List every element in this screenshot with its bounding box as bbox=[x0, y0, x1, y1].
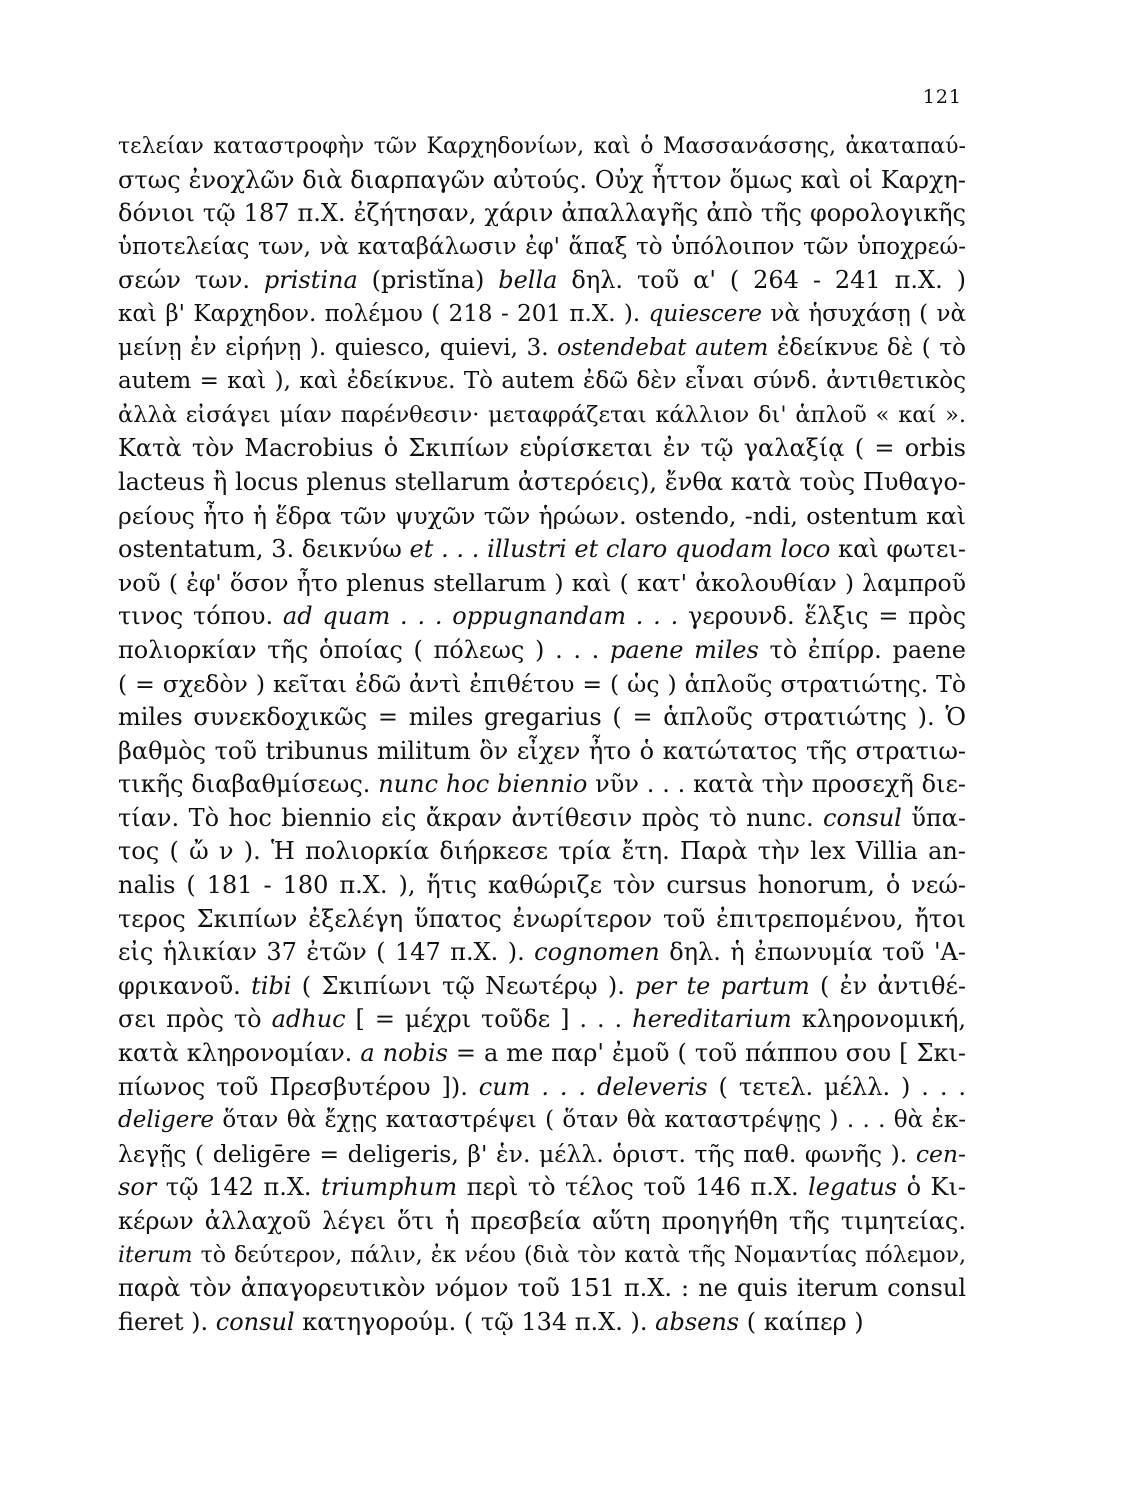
text-segment: πολιορκίαν τῆς ὁποίας ( πόλεως ) . . . bbox=[118, 635, 610, 664]
text-segment: σεών των. bbox=[118, 266, 264, 295]
text-line bbox=[118, 1306, 966, 1340]
text-line bbox=[118, 668, 966, 702]
text-segment: ἐδείκνυε δὲ ( τὸ bbox=[768, 334, 966, 361]
text-segment: καὶ φωτει- bbox=[830, 535, 966, 564]
latin-term: deligere bbox=[118, 1107, 214, 1134]
text-segment: εἰς ἡλικίαν 37 ἐτῶν ( 147 π.Χ. ). bbox=[118, 938, 535, 967]
text-segment: τινος τόπου. bbox=[118, 602, 283, 631]
text-line bbox=[118, 701, 966, 735]
text-line bbox=[118, 1037, 966, 1071]
latin-term: legatus bbox=[808, 1173, 898, 1202]
commentary-text bbox=[118, 130, 966, 1339]
text-segment: δηλ. ἡ ἐπωνυμία τοῦ 'Α- bbox=[659, 938, 966, 967]
latin-term: absens bbox=[655, 1307, 740, 1336]
text-segment: δηλ. τοῦ α' ( 264 - 241 π.Χ. ) bbox=[557, 266, 966, 295]
text-segment: δόνιοι τῷ 187 π.Χ. ἐζήτησαν, χάριν ἀπαλλαγῆς ἀπὸ τῆς φορολογικῆς bbox=[118, 199, 966, 228]
text-line bbox=[118, 298, 966, 332]
latin-term: consul bbox=[215, 1307, 295, 1336]
text-segment: λεγῇς ( deligēre = deligeris, β' ἑν. μέλλ. ὁριστ. τῆς παθ. φωνῆς ). bbox=[118, 1139, 916, 1168]
text-segment: κληρονομική, bbox=[791, 1005, 966, 1034]
text-line bbox=[118, 903, 966, 937]
text-line bbox=[118, 1272, 966, 1306]
latin-term: cum . . . deleveris bbox=[478, 1072, 708, 1101]
text-segment: autem = καὶ ), καὶ ἐδείκνυε. Τὸ autem ἐδῶ δὲν εἶναι σύνδ. ἀντιθετικὸς bbox=[118, 368, 966, 395]
text-line bbox=[118, 164, 966, 198]
text-segment: νὰ ἡσυχάσῃ ( νὰ bbox=[762, 300, 967, 327]
text-line bbox=[118, 1138, 966, 1172]
text-line bbox=[118, 835, 966, 869]
text-segment: ostentatum, 3. δεικνύω bbox=[118, 535, 410, 564]
latin-term: per te partum bbox=[635, 971, 810, 1000]
text-line bbox=[118, 869, 966, 903]
latin-term: ostendebat autem bbox=[557, 334, 769, 361]
text-line bbox=[118, 936, 966, 970]
text-segment: τῷ 142 π.Χ. bbox=[156, 1173, 322, 1202]
text-line bbox=[118, 130, 966, 164]
text-segment: ὕπα- bbox=[901, 803, 966, 832]
latin-term: nunc hoc biennio bbox=[378, 770, 588, 799]
text-segment: τὸ δεύτερον, πάλιν, ἐκ νέου (διὰ τὸν κατὰ τῆς Νομαντίας πόλεμον, bbox=[192, 1242, 966, 1268]
text-segment: φρικανοῦ. bbox=[118, 971, 252, 1000]
text-line bbox=[118, 1171, 966, 1205]
text-line bbox=[118, 399, 966, 433]
text-line bbox=[118, 634, 966, 668]
latin-term: hereditarium bbox=[632, 1005, 792, 1034]
text-segment: τίαν. Τὸ hoc biennio εἰς ἄκραν ἀντίθεσιν πρὸς τὸ nunc. bbox=[118, 803, 824, 832]
text-segment: ἀλλὰ εἰσάγει μίαν παρένθεσιν· μεταφράζεται κάλλιον δι' ἁπλοῦ « καί ». bbox=[118, 401, 966, 428]
text-line bbox=[118, 1071, 966, 1105]
latin-term: a nobis bbox=[360, 1039, 448, 1068]
latin-term: et . . . illustri et claro quodam loco bbox=[409, 535, 831, 564]
text-line bbox=[118, 1003, 966, 1037]
text-segment: τὸ ἐπίρρ. paene bbox=[758, 635, 966, 664]
text-line bbox=[118, 332, 966, 366]
text-line bbox=[118, 735, 966, 769]
text-segment: ρείους ἦτο ἡ ἕδρα τῶν ψυχῶν τῶν ἡρώων. ostendo, -ndi, ostentum καὶ bbox=[118, 501, 966, 530]
text-segment: βαθμὸς τοῦ tribunus militum ὃν εἶχεν ἦτο ὁ κατώτατος τῆς στρατιω- bbox=[118, 736, 966, 765]
text-segment: περὶ τὸ τέλος τοῦ 146 π.Χ. bbox=[457, 1173, 809, 1202]
text-segment: κέρων ἀλλαχοῦ λέγει ὅτι ἡ πρεσβεία αὕτη προηγήθη τῆς τιμητείας. bbox=[118, 1207, 966, 1235]
latin-term: pristina bbox=[263, 266, 358, 295]
text-line bbox=[118, 466, 966, 500]
text-segment: lacteus ἢ locus plenus stellarum ἀστερόεις), ἔνθα κατὰ τοὺς Πυθαγο- bbox=[118, 467, 966, 496]
text-segment: σει πρὸς τὸ bbox=[118, 1005, 272, 1034]
page-number: 121 bbox=[922, 86, 962, 108]
text-line bbox=[118, 1239, 966, 1273]
text-segment: ( = σχεδὸν ) κεῖται ἐδῶ ἀντὶ ἐπιθέτου = ( ὡς ) ἁπλοῦς στρατιώτης. Τὸ bbox=[118, 669, 966, 698]
text-segment: κατηγορούμ. ( τῷ 134 π.Χ. ). bbox=[294, 1307, 656, 1336]
latin-term: cen- bbox=[915, 1139, 966, 1168]
text-line bbox=[118, 231, 966, 265]
text-line bbox=[118, 432, 966, 466]
text-segment: τελείαν καταστροφὴν τῶν Καρχηδονίων, καὶ ὁ Μασσανάσσης, ἀκαταπαύ- bbox=[118, 134, 966, 159]
text-line bbox=[118, 1104, 966, 1138]
text-line bbox=[118, 1205, 966, 1239]
latin-term: consul bbox=[823, 803, 902, 832]
text-line bbox=[118, 197, 966, 231]
text-segment: miles συνεκδοχικῶς = miles gregarius ( = ἁπλοῦς στρατιώτης ). Ὁ bbox=[118, 703, 966, 732]
text-segment: τος ( ὤ ν ). Ἡ πολιορκία διήρκεσε τρία ἔτη. Παρὰ τὴν lex Villia an- bbox=[118, 837, 966, 866]
text-segment: ὑποτελείας των, νὰ καταβάλωσιν ἐφ' ἅπαξ τὸ ὑπόλοιπον τῶν ὑποχρεώ- bbox=[118, 233, 966, 260]
latin-term: cognomen bbox=[534, 938, 660, 967]
latin-term: ad quam . . . oppugnandam . . . bbox=[282, 602, 679, 631]
text-segment: στως ἐνοχλῶν διὰ διαρπαγῶν αὐτούς. Οὐχ ἧττον ὅμως καὶ οἱ Καρχη- bbox=[118, 165, 966, 194]
text-segment: νῦν . . . κατὰ τὴν προσεχῆ διε- bbox=[587, 770, 966, 799]
text-line bbox=[118, 365, 966, 399]
latin-term: adhuc bbox=[271, 1005, 346, 1034]
latin-term: quiescere bbox=[648, 300, 763, 327]
text-segment: παρὰ τὸν ἀπαγορευτικὸν νόμον τοῦ 151 π.Χ. : ne quis iterum consul bbox=[118, 1274, 966, 1303]
text-segment: Κατὰ τὸν Macrobius ὁ Σκιπίων εὑρίσκεται ἐν τῷ γαλαξίᾳ ( = orbis bbox=[118, 434, 966, 463]
latin-term: iterum bbox=[118, 1242, 193, 1268]
text-line bbox=[118, 567, 966, 601]
latin-term: paene miles bbox=[609, 635, 759, 664]
text-segment: fieret ). bbox=[118, 1307, 216, 1336]
latin-term: triumphum bbox=[321, 1173, 458, 1202]
text-segment: μείνῃ ἐν εἰρήνῃ ). quiesco, quievi, 3. bbox=[118, 334, 558, 361]
text-segment: ( τετελ. μέλλ. ) . . . bbox=[707, 1072, 967, 1101]
text-segment: ὁ Κι- bbox=[897, 1173, 966, 1202]
text-segment: τικῆς διαβαθμίσεως. bbox=[118, 770, 379, 799]
text-segment: νοῦ ( ἐφ' ὅσον ἦτο plenus stellarum ) καὶ ( κατ' ἀκολουθίαν ) λαμπροῦ bbox=[118, 568, 966, 597]
text-segment: ( καίπερ ) bbox=[739, 1307, 864, 1336]
text-segment: ὅταν θὰ ἔχῃς καταστρέψει ( ὅταν θὰ καταστρέψῃς ) . . . θὰ ἐκ- bbox=[214, 1107, 966, 1134]
text-line bbox=[118, 802, 966, 836]
text-segment: [ = μέχρι τοῦδε ] . . . bbox=[345, 1005, 633, 1034]
text-segment: τερος Σκιπίων ἐξελέγη ὕπατος ἐνωρίτερον τοῦ ἐπιτρεπομένου, ἤτοι bbox=[118, 904, 966, 933]
text-segment: = a me παρ' ἐμοῦ ( τοῦ πάππου σου [ Σκι- bbox=[447, 1039, 966, 1068]
text-line bbox=[118, 264, 966, 298]
latin-term: sor bbox=[118, 1173, 157, 1202]
text-line bbox=[118, 500, 966, 534]
text-line bbox=[118, 970, 966, 1004]
text-segment: ( ἐν ἀντιθέ- bbox=[809, 971, 966, 1000]
text-segment: (pristĭna) bbox=[357, 266, 499, 295]
text-line bbox=[118, 533, 966, 567]
latin-term: bella bbox=[498, 266, 558, 295]
text-segment: κατὰ κληρονομίαν. bbox=[118, 1039, 361, 1068]
text-segment: πίωνος τοῦ Πρεσβυτέρου ]). bbox=[118, 1072, 479, 1101]
text-line bbox=[118, 768, 966, 802]
text-segment: γερουνδ. ἕλξις = πρὸς bbox=[678, 602, 967, 631]
text-segment: καὶ β' Καρχηδον. πολέμου ( 218 - 201 π.Χ. ). bbox=[118, 300, 649, 327]
latin-term: tibi bbox=[251, 971, 292, 1000]
text-segment: ( Σκιπίωνι τῷ Νεωτέρῳ ). bbox=[291, 971, 636, 1000]
text-line bbox=[118, 600, 966, 634]
text-segment: nalis ( 181 - 180 π.Χ. ), ἥτις καθώριζε τὸν cursus honorum, ὁ νεώ- bbox=[118, 871, 966, 900]
